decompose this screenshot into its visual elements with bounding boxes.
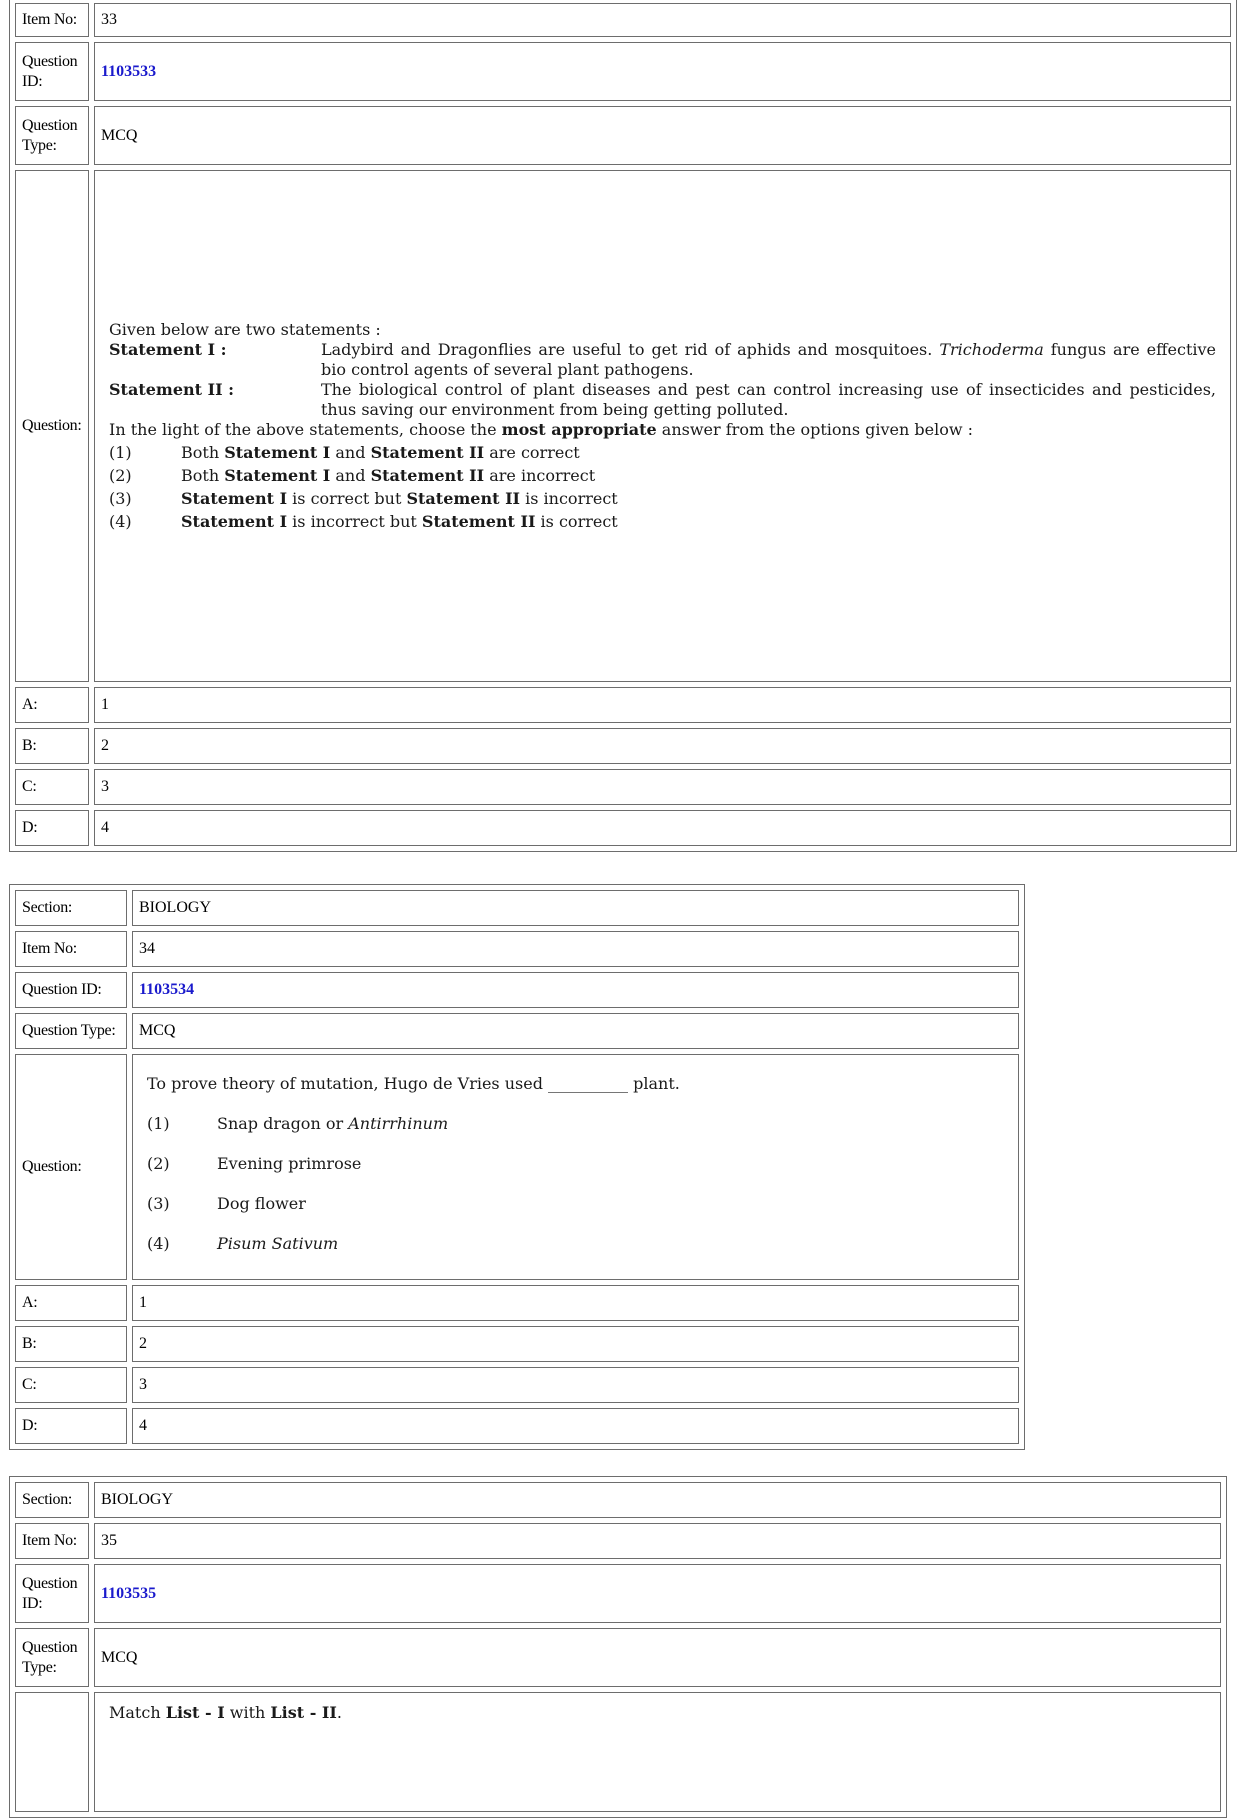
question-body	[94, 170, 1231, 682]
answer-d-value: 4	[94, 810, 1231, 846]
question-stem	[109, 1703, 1206, 1723]
opt2-s1: Statement I	[224, 466, 331, 485]
question-row	[15, 1692, 1221, 1812]
opt2-s2: Statement II	[370, 466, 485, 485]
statement-2-text: The biological control of plant diseases and pest can control increasing use of insecticides and pesticides, thus saving our environment from being getting polluted.	[321, 380, 1216, 419]
answer-b-label: B:	[15, 1326, 127, 1362]
option-1	[147, 1104, 1004, 1144]
answer-c-label: C:	[15, 769, 89, 805]
stem-post: .	[336, 1703, 342, 1722]
option-4	[147, 1224, 1004, 1264]
option-4-number: (4)	[147, 1234, 170, 1253]
opt4-mid: is incorrect but	[287, 512, 422, 531]
question-id-value: 1103534	[132, 972, 1019, 1008]
answer-c-row	[15, 1367, 1019, 1403]
statement-1-part1: Ladybird and Dragonflies are useful to get rid of aphids and mosquitoes.	[321, 340, 933, 359]
opt4-tail: is correct	[535, 512, 618, 531]
answer-b-label: B:	[15, 728, 89, 764]
opt1-tail: are correct	[484, 443, 580, 462]
answer-d-row	[15, 810, 1231, 846]
opt1-text: Snap dragon or	[217, 1114, 349, 1133]
statement-1-text	[321, 340, 1216, 380]
answer-c-value: 3	[132, 1367, 1019, 1403]
stem-mid: with	[224, 1703, 271, 1722]
question-label: Question:	[15, 1054, 127, 1280]
item-no-value: 33	[94, 3, 1231, 37]
opt1-s1: Statement I	[224, 443, 331, 462]
statement-2-label: Statement II :	[109, 380, 235, 399]
option-2-text: Evening primrose	[217, 1154, 362, 1173]
question-intro: Given below are two statements :	[109, 320, 381, 339]
question-id-value: 1103533	[94, 42, 1231, 101]
question-id-row	[15, 42, 1231, 101]
question-stem: To prove theory of mutation, Hugo de Vries used __________ plant.	[147, 1074, 680, 1093]
answer-a-value: 1	[132, 1285, 1019, 1321]
item-no-label: Item No:	[15, 931, 127, 967]
question-instruction	[109, 420, 1216, 440]
item-no-row	[15, 1523, 1221, 1559]
answer-a-label: A:	[15, 687, 89, 723]
question-type-label: Question Type:	[15, 106, 89, 165]
answer-d-label: D:	[15, 1408, 127, 1444]
question-type-value: MCQ	[132, 1013, 1019, 1049]
options-list	[109, 443, 1216, 532]
question-type-value: MCQ	[94, 106, 1231, 165]
answer-a-row	[15, 1285, 1019, 1321]
question-label: Question:	[15, 170, 89, 682]
item-no-label: Item No:	[15, 1523, 89, 1559]
option-1-text	[217, 1104, 448, 1144]
statement-1-part2: fungus are effective bio control agents of several plant pathogens.	[321, 340, 1217, 379]
option-3-text	[181, 489, 618, 509]
opt3-s1: Statement I	[181, 489, 288, 508]
statement-2	[109, 380, 1216, 420]
question-34-table	[9, 884, 1025, 1450]
option-4	[109, 512, 1216, 532]
answer-d-label: D:	[15, 810, 89, 846]
question-id-label: Question ID:	[15, 1564, 89, 1623]
option-3-number: (3)	[109, 489, 132, 508]
statement-1	[109, 340, 1216, 380]
option-2	[109, 466, 1216, 486]
item-no-row	[15, 931, 1019, 967]
answer-c-label: C:	[15, 1367, 127, 1403]
section-row	[15, 890, 1019, 926]
opt2-tail: are incorrect	[484, 466, 596, 485]
option-4-text	[181, 512, 618, 532]
item-no-value: 35	[94, 1523, 1221, 1559]
opt3-mid: is correct but	[287, 489, 407, 508]
option-1-number: (1)	[109, 443, 132, 462]
answer-b-value: 2	[94, 728, 1231, 764]
question-body	[94, 1692, 1221, 1812]
question-type-value: MCQ	[94, 1628, 1221, 1687]
statement-1-label: Statement I :	[109, 340, 227, 359]
option-2-text	[181, 466, 595, 486]
opt2-both: Both	[181, 466, 225, 485]
option-3	[147, 1184, 1004, 1224]
option-1-text	[181, 443, 580, 463]
item-no-value: 34	[132, 931, 1019, 967]
question-id-label: Question ID:	[15, 972, 127, 1008]
answer-d-row	[15, 1408, 1019, 1444]
question-type-row	[15, 106, 1231, 165]
option-4-number: (4)	[109, 512, 132, 531]
question-id-row	[15, 1564, 1221, 1623]
question-label	[15, 1692, 89, 1812]
answer-a-label: A:	[15, 1285, 127, 1321]
answer-b-row	[15, 1326, 1019, 1362]
option-2-number: (2)	[147, 1154, 170, 1173]
section-label: Section:	[15, 1482, 89, 1518]
question-row	[15, 1054, 1019, 1280]
section-label: Section:	[15, 890, 127, 926]
option-2	[147, 1144, 1004, 1184]
option-3	[109, 489, 1216, 509]
opt1-italic: Antirrhinum	[348, 1114, 449, 1133]
opt1-both: Both	[181, 443, 225, 462]
answer-a-row	[15, 687, 1231, 723]
opt4-s1: Statement I	[181, 512, 288, 531]
question-id-label: Question ID:	[15, 42, 89, 101]
opt3-s2: Statement II	[406, 489, 521, 508]
option-3-number: (3)	[147, 1194, 170, 1213]
question-id-row	[15, 972, 1019, 1008]
item-no-label: Item No:	[15, 3, 89, 37]
stem-pre: Match	[109, 1703, 166, 1722]
option-1-number: (1)	[147, 1114, 170, 1133]
answer-d-value: 4	[132, 1408, 1019, 1444]
stem-list1: List - I	[165, 1703, 225, 1722]
question-body	[132, 1054, 1019, 1280]
question-33-table	[9, 0, 1237, 852]
opt3-tail: is incorrect	[520, 489, 618, 508]
stem-list2: List - II	[270, 1703, 337, 1722]
question-row	[15, 170, 1231, 682]
answer-c-row	[15, 769, 1231, 805]
opt2-and: and	[330, 466, 371, 485]
opt1-and: and	[330, 443, 371, 462]
answer-a-value: 1	[94, 687, 1231, 723]
question-type-label: Question Type:	[15, 1628, 89, 1687]
option-3-text: Dog flower	[217, 1194, 306, 1213]
instruction-post: answer from the options given below :	[656, 420, 974, 439]
answer-b-row	[15, 728, 1231, 764]
section-value: BIOLOGY	[132, 890, 1019, 926]
instruction-bold: most appropriate	[501, 420, 657, 439]
option-4-text: Pisum Sativum	[217, 1234, 339, 1253]
option-1	[109, 443, 1216, 463]
statement-1-italic: Trichoderma	[939, 340, 1044, 359]
option-2-number: (2)	[109, 466, 132, 485]
question-35-table	[9, 1476, 1227, 1818]
item-no-row	[15, 3, 1231, 37]
opt1-s2: Statement II	[370, 443, 485, 462]
question-type-label: Question Type:	[15, 1013, 127, 1049]
section-value: BIOLOGY	[94, 1482, 1221, 1518]
answer-c-value: 3	[94, 769, 1231, 805]
answer-b-value: 2	[132, 1326, 1019, 1362]
question-type-row	[15, 1013, 1019, 1049]
opt4-s2: Statement II	[421, 512, 536, 531]
section-row	[15, 1482, 1221, 1518]
question-id-value: 1103535	[94, 1564, 1221, 1623]
instruction-pre: In the light of the above statements, choose the	[109, 420, 502, 439]
question-type-row	[15, 1628, 1221, 1687]
